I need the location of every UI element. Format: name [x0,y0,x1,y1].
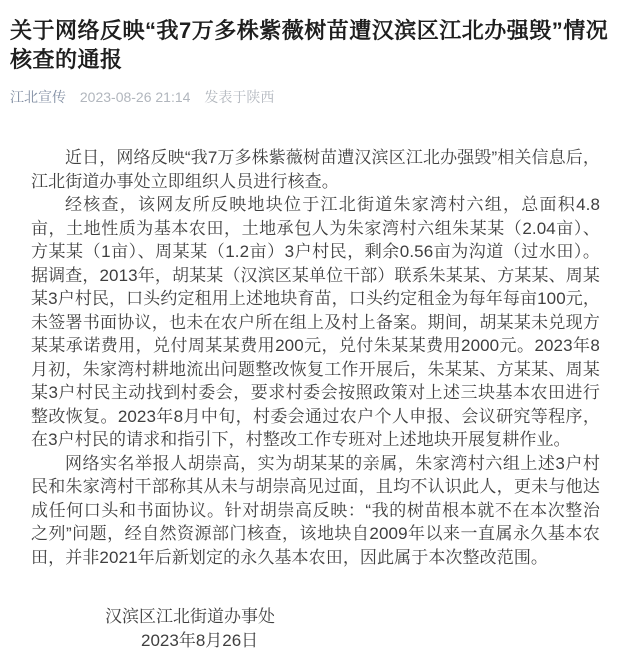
body-paragraph-2: 经核查，该网友所反映地块位于江北街道朱家湾村六组，总面积4.8亩，土地性质为基本农田，土地承包人为朱家湾村六组朱某某（2.04亩）、方某某（1亩）、周某某（1.2亩）3户村民，剩余0.56亩为沟道（过水田）。据调查，2013年，胡某某（汉滨区某单位干部）联系朱某某、方某某、周某某3户村民，口头约定租用上述地块育苗，口头约定租金为每年每亩100元，未签署书面协议，也未在农户所在组上及村上备案。期间，胡某某未兑现方某某承诺费用，兑付周某某费用200元，兑付朱某某费用2000元。2023年8月初，朱家湾村耕地流出问题整改恢复工作开展后，朱某某、方某某、周某某3户村民主动找到村委会，要求村委会按照政策对上述三块基本农田进行整改恢复。2023年8月中旬，村委会通过农户个人申报、会议研究等程序，在3户村民的请求和指引下，村整改工作专班对上述地块开展复耕作业。 [31,195,600,449]
account-name-link[interactable]: 江北宣传 [10,89,66,105]
signature-date: 2023年8月26日 [141,630,259,650]
article-title: 关于网络反映“我7万多株紫薇树苗遭汉滨区江北办强毁”情况核查的通报 [10,18,609,72]
signature-organization: 汉滨区江北街道办事处 [105,607,275,626]
publish-timestamp: 2023-08-26 21:14 [79,89,191,105]
article-body [0,146,628,569]
body-paragraph-1: 近日，网络反映“我7万多株紫薇树苗遭汉滨区江北办强毁”相关信息后，江北街道办事处立即组织人员进行核查。 [31,148,600,191]
publish-location: 发表于陕西 [204,89,275,105]
article-meta [10,88,618,106]
body-paragraph-3: 网络实名举报人胡崇高，实为胡某某的亲属，朱家湾村六组上述3户村民和朱家湾村干部称其从未与胡崇高见过面，且均不认识此人，更未与他达成任何口头和书面协议。针对胡崇高反映：“我的树苗根本就不在本次整治之列”问题，经自然资源部门核查，该地块自2009年以来一直属永久基本农田，并非2021年后新划定的永久基本农田，因此属于本次整改范围。 [31,453,600,567]
signature-block [0,605,628,652]
